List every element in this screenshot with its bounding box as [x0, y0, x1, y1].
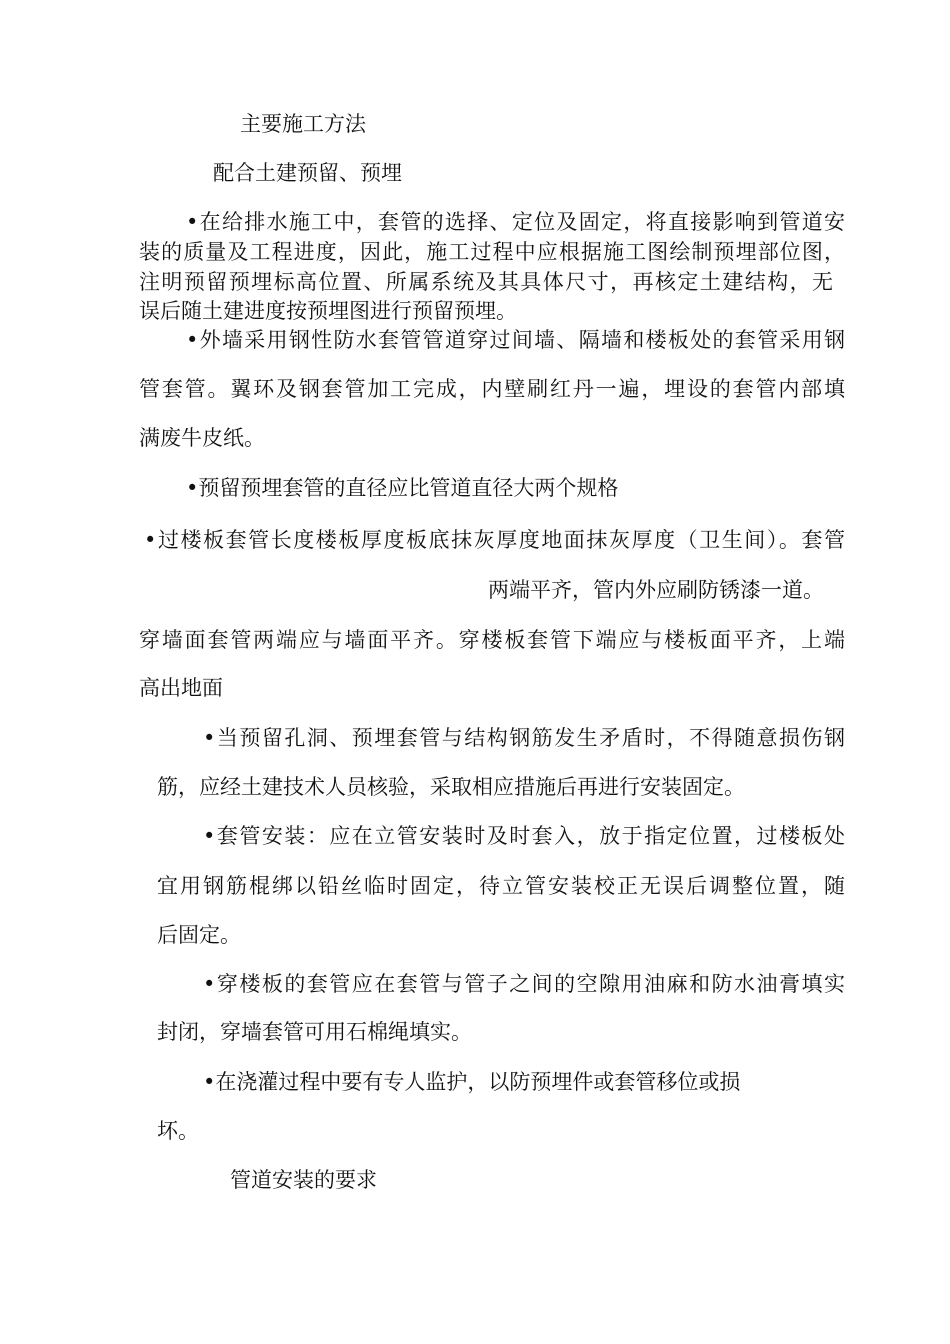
heading-civil-reservation: 配合土建预留、预埋 — [213, 161, 402, 185]
paragraph-7-line-1: •穿楼板的套管应在套管与管子之间的空隙用油麻和防水油膏填实 — [203, 972, 845, 996]
paragraph-5-line-1: •当预留孔洞、预埋套管与结构钢筋发生矛盾时，不得随意损伤钢 — [203, 726, 845, 750]
paragraph-3: •预留预埋套管的直径应比管道直径大两个规格 — [186, 476, 619, 500]
paragraph-7-line-2: 封闭，穿墙套管可用石棉绳填实。 — [157, 1020, 472, 1044]
paragraph-1-line-2: 装的质量及工程进度，因此，施工过程中应根据施工图绘制预埋部位图， — [139, 240, 845, 264]
paragraph-6-line-2: 宜用钢筋棍绑以铅丝临时固定，待立管安装校正无误后调整位置，随 — [157, 874, 845, 898]
paragraph-5-line-2: 筋，应经土建技术人员核验，采取相应措施后再进行安装固定。 — [157, 775, 745, 799]
heading-pipe-installation: 管道安装的要求 — [230, 1168, 377, 1192]
paragraph-8-line-1: •在浇灌过程中要有专人监护，以防预埋件或套管移位或损 — [203, 1070, 741, 1094]
paragraph-2-line-2: 管套管。翼环及钢套管加工完成，内壁刷红丹一遍，埋设的套管内部填 — [139, 377, 845, 401]
paragraph-1-line-4: 误后随土建进度按预埋图进行预留预埋。 — [139, 299, 517, 323]
paragraph-4-line-4: 高出地面 — [139, 676, 223, 700]
paragraph-6-line-1: •套管安装：应在立管安装时及时套入，放于指定位置，过楼板处 — [203, 824, 845, 848]
heading-main-methods: 主要施工方法 — [240, 112, 366, 136]
paragraph-2-line-3: 满废牛皮纸。 — [139, 426, 265, 450]
paragraph-2-line-1: •外墙采用钢性防水套管管道穿过间墙、隔墙和楼板处的套管采用钢 — [186, 328, 845, 352]
paragraph-6-line-3: 后固定。 — [157, 923, 241, 947]
paragraph-4-line-3: 穿墙面套管两端应与墙面平齐。穿楼板套管下端应与楼板面平齐，上端 — [139, 628, 845, 652]
paragraph-4-line-1: •过楼板套管长度楼板厚度板底抹灰厚度地面抹灰厚度（卫生间）。套管 — [144, 528, 845, 552]
paragraph-1-line-1: •在给排水施工中，套管的选择、定位及固定，将直接影响到管道安 — [186, 210, 845, 234]
paragraph-4-line-2: 两端平齐，管内外应刷防锈漆一道。 — [488, 578, 824, 602]
paragraph-1-line-3: 注明预留预埋标高位置、所属系统及其具体尺寸，再核定土建结构，无 — [139, 270, 833, 294]
paragraph-8-line-2: 坏。 — [157, 1119, 199, 1143]
